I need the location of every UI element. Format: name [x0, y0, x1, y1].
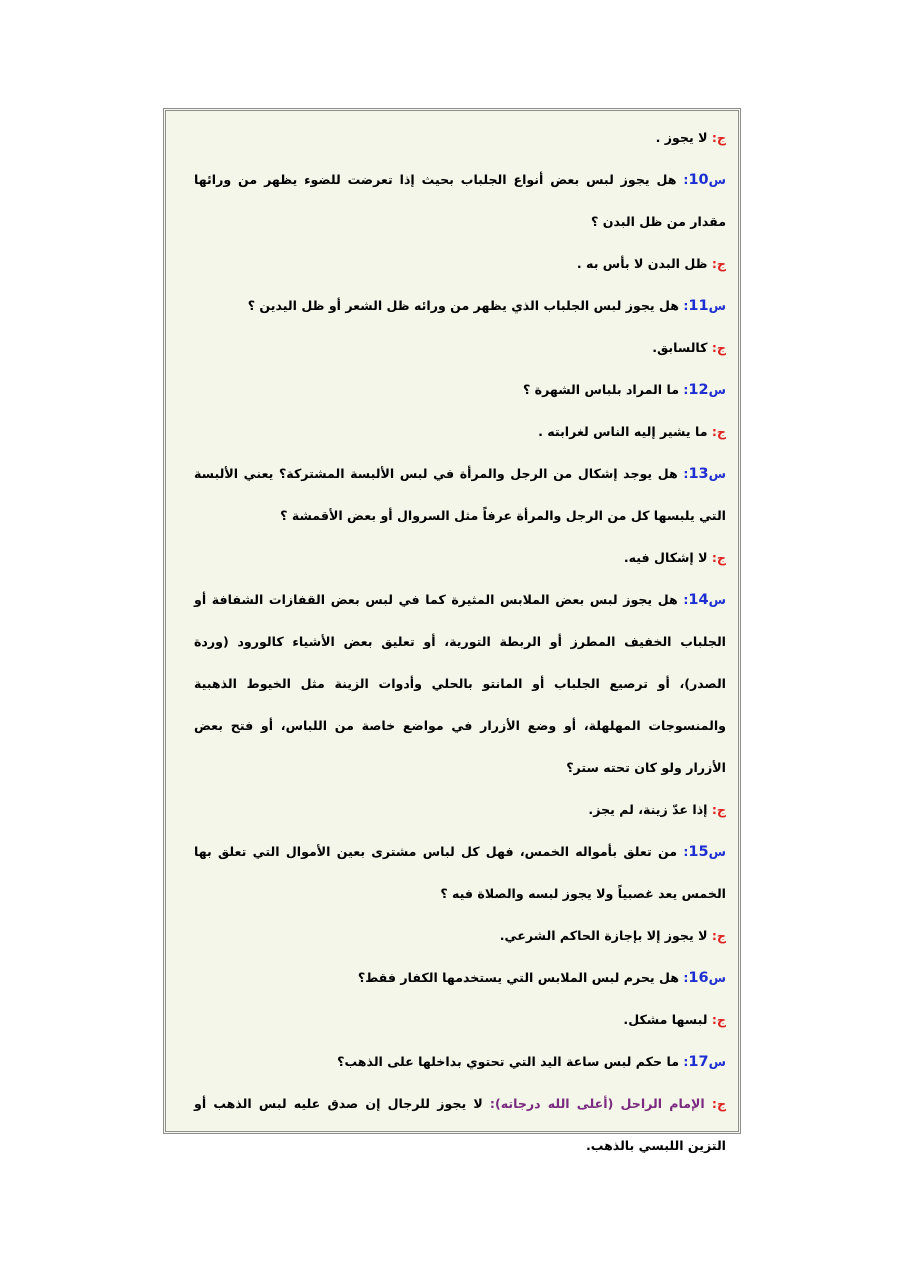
question-text: هل يجوز لبس بعض الملابس المثيرة كما في لبس بعض القفازات الشفافة أو الجلباب الخفيف المطرز أو الربطة التورية، أو تعليق بعض الأشياء كالورود (وردة الصدر)، أو ترصيع الجلباب أو المانتو بالحلي وأدوات الزينة مثل الخيوط الذهبية والمنسوجات المهلهلة، أو وضع الأزرار في مواضع خاصة من اللباس، أو فتح بعض الأزرار ولو كان تحته ستر؟ — [194, 592, 726, 775]
answer-label: ج — [716, 1096, 727, 1111]
question-label: س — [708, 172, 727, 187]
answer-paragraph: ج: لبسها مشكل. — [623, 1012, 726, 1027]
question-number: 15 — [688, 844, 709, 860]
question-label: س — [708, 466, 727, 481]
question-number: 13 — [688, 466, 709, 482]
question-paragraph: س10: هل يجوز لبس بعض أنواع الجلباب بحيث إذا تعرضت للضوء يظهر من ورائها مقدار من ظل البدن ؟ — [194, 172, 727, 229]
question-number: 11 — [688, 298, 709, 314]
answer-label: ج — [716, 928, 726, 943]
answer-paragraph: ج: كالسابق. — [652, 340, 726, 355]
question-paragraph: س15: من تعلق بأمواله الخمس، فهل كل لباس مشترى بعين الأموال التي تعلق بها الخمس يعد غصبياً ولا يجوز لبسه والصلاة فيه ؟ — [194, 844, 726, 901]
question-text: هل يحرم لبس الملابس التي يستخدمها الكفار فقط؟ — [357, 970, 679, 985]
answer-paragraph: ج: الإمام الراحل (أعلى الله درجاته): لا يجوز للرجال إن صدق عليه لبس الذهب أو التزين اللبسي بالذهب. — [194, 1096, 727, 1153]
question-paragraph: س11: هل يجوز لبس الجلباب الذي يظهر من ورائه ظل الشعر أو ظل اليدين ؟ — [247, 298, 726, 314]
question-number: 16 — [688, 970, 709, 986]
answer-label: ج — [716, 424, 726, 439]
answer-text: كالسابق. — [652, 340, 708, 355]
answer-text: ما يشير إليه الناس لغرابته . — [538, 424, 708, 439]
question-number: 17 — [688, 1054, 709, 1070]
answer-text: إذا عدّ زينة، لم يجز. — [588, 802, 708, 817]
question-paragraph: س14: هل يجوز لبس بعض الملابس المثيرة كما في لبس بعض القفازات الشفافة أو الجلباب الخفيف المطرز أو الربطة التورية، أو تعليق بعض الأشياء كالورود (وردة الصدر)، أو ترصيع الجلباب أو المانتو بالحلي وأدوات الزينة مثل الخيوط الذهبية والمنسوجات المهلهلة، أو وضع الأزرار في مواضع خاصة من اللباس، أو فتح بعض الأزرار ولو كان تحته ستر؟ — [194, 592, 726, 775]
answer-paragraph: ج: لا يجوز إلا بإجازة الحاكم الشرعي. — [499, 928, 726, 943]
answer-paragraph: ج: ما يشير إليه الناس لغرابته . — [538, 424, 726, 439]
qa-frame — [163, 108, 741, 1153]
answer-paragraph: ج: إذا عدّ زينة، لم يجز. — [588, 802, 726, 817]
question-number: 10 — [688, 172, 709, 188]
answer-paragraph: ج: لا يجوز . — [655, 130, 726, 145]
question-paragraph: س13: هل يوجد إشكال من الرجل والمرأة في لبس الألبسة المشتركة؟ يعني الألبسة التي يلبسها كل من الرجل والمرأة عرفاً مثل السروال أو بعض الأقمشة ؟ — [194, 466, 727, 523]
answer-text: لا يجوز . — [655, 130, 708, 145]
answer-paragraph: ج: ظل البدن لا بأس به . — [576, 256, 726, 271]
question-label: س — [708, 1054, 726, 1069]
answer-label: ج — [716, 1012, 726, 1027]
question-number: 14 — [688, 592, 709, 608]
question-text: ما المراد بلباس الشهرة ؟ — [522, 382, 679, 397]
answer-text: لا يجوز للرجال إن صدق عليه لبس الذهب أو التزين اللبسي بالذهب. — [194, 1096, 726, 1153]
question-paragraph: س12: ما المراد بلباس الشهرة ؟ — [522, 382, 726, 398]
answer-label: ج — [716, 256, 726, 271]
question-label: س — [708, 970, 726, 985]
question-text: هل يجوز لبس الجلباب الذي يظهر من ورائه ظل الشعر أو ظل اليدين ؟ — [247, 298, 679, 313]
question-text: هل يوجد إشكال من الرجل والمرأة في لبس الألبسة المشتركة؟ يعني الألبسة التي يلبسها كل من الرجل والمرأة عرفاً مثل السروال أو بعض الأقمشة ؟ — [194, 466, 726, 523]
answer-attribution: الإمام الراحل (أعلى الله درجاته) — [494, 1096, 705, 1111]
answer-text: لا يجوز إلا بإجازة الحاكم الشرعي. — [499, 928, 708, 943]
answer-label: ج — [716, 550, 726, 565]
answer-label: ج — [716, 130, 726, 145]
question-label: س — [708, 844, 726, 859]
question-paragraph: س17: ما حكم لبس ساعة اليد التي تحتوي بداخلها على الذهب؟ — [337, 1054, 726, 1070]
qa-content — [194, 117, 726, 1167]
question-label: س — [708, 382, 726, 397]
answer-label: ج — [716, 802, 726, 817]
answer-label: ج — [716, 340, 726, 355]
answer-paragraph: ج: لا إشكال فيه. — [623, 550, 726, 565]
question-paragraph: س16: هل يحرم لبس الملابس التي يستخدمها الكفار فقط؟ — [357, 970, 726, 986]
question-text: من تعلق بأمواله الخمس، فهل كل لباس مشترى بعين الأموال التي تعلق بها الخمس يعد غصبياً ولا يجوز لبسه والصلاة فيه ؟ — [194, 844, 726, 901]
question-label: س — [708, 592, 726, 607]
question-label: س — [708, 298, 726, 313]
answer-text: ظل البدن لا بأس به . — [576, 256, 708, 271]
answer-text: لا إشكال فيه. — [623, 550, 708, 565]
question-text: ما حكم لبس ساعة اليد التي تحتوي بداخلها على الذهب؟ — [337, 1054, 679, 1069]
question-text: هل يجوز لبس بعض أنواع الجلباب بحيث إذا تعرضت للضوء يظهر من ورائها مقدار من ظل البدن ؟ — [194, 172, 726, 229]
question-number: 12 — [688, 382, 709, 398]
answer-text: لبسها مشكل. — [623, 1012, 708, 1027]
